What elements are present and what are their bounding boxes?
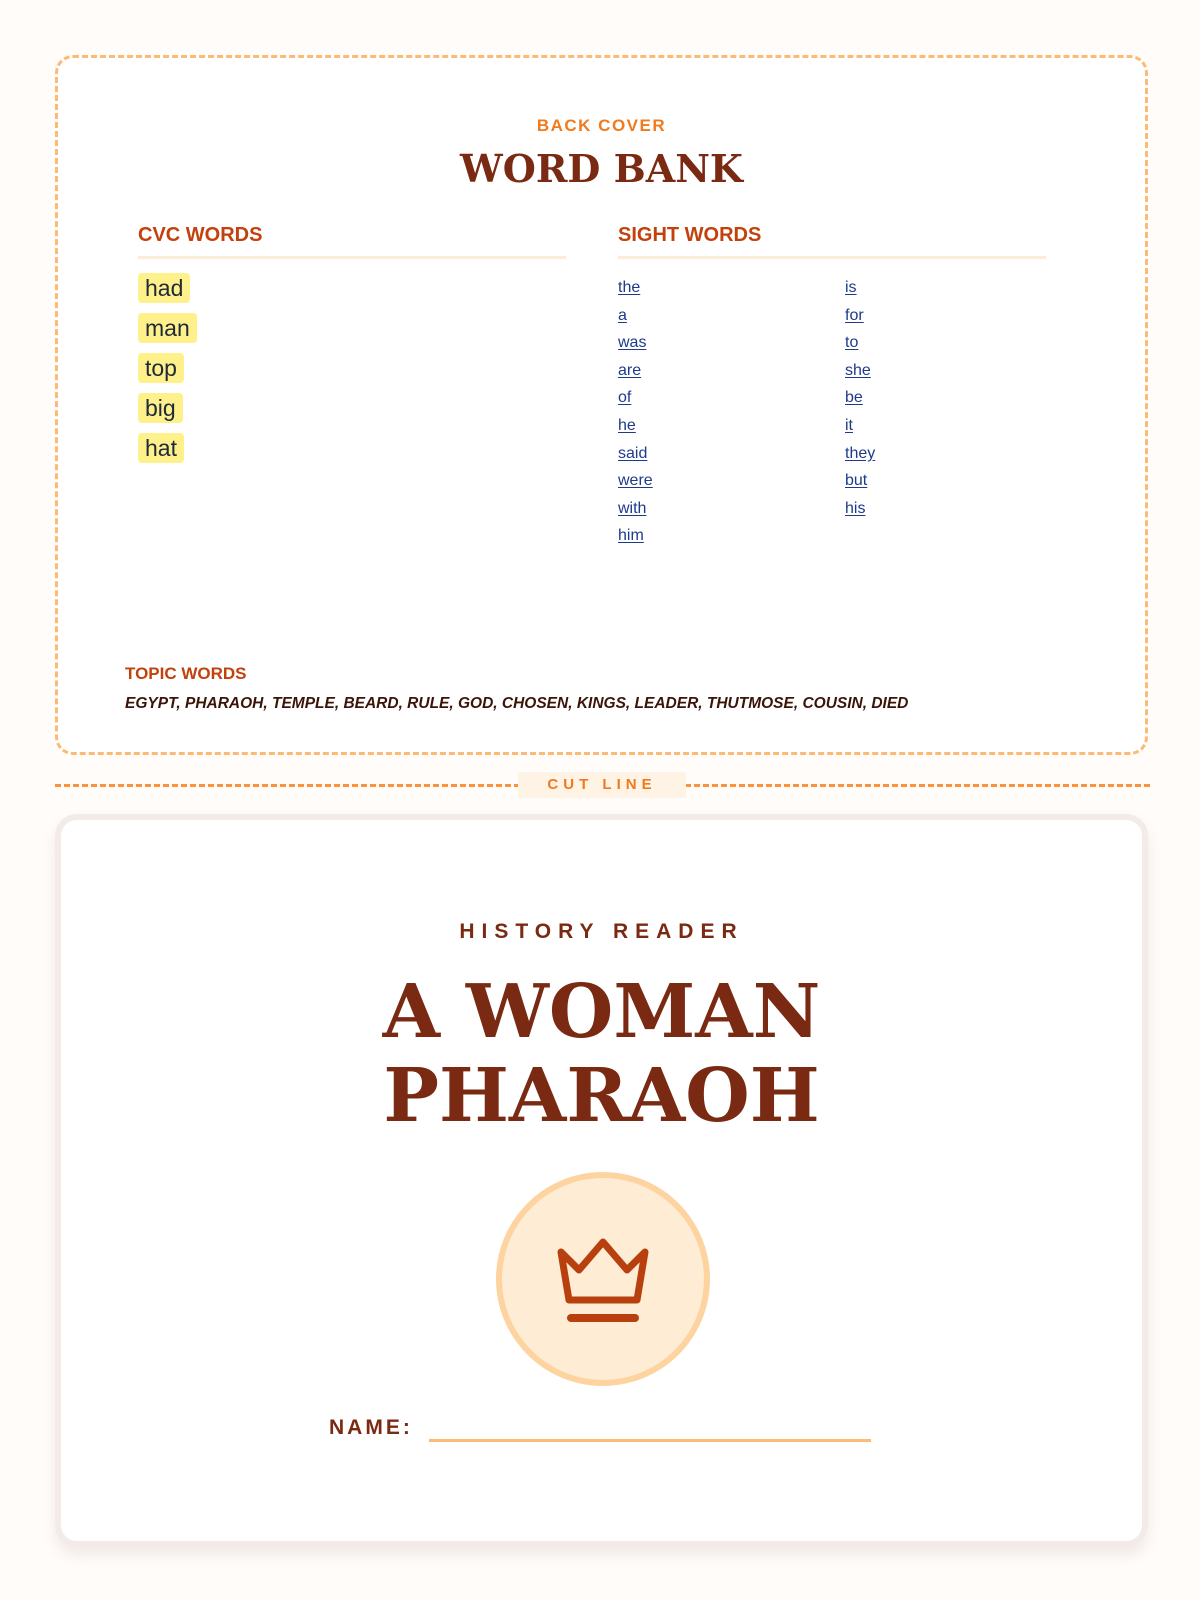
back-cover-eyebrow: BACK COVER <box>536 116 667 135</box>
sight-word-link[interactable]: said <box>618 444 648 462</box>
sight-word-link[interactable]: he <box>618 416 636 434</box>
sight-word-link[interactable]: of <box>618 389 632 407</box>
topic-words-list: EGYPT, PHARAOH, TEMPLE, BEARD, RULE, GOD, CHOSEN, KINGS, LEADER, THUTMOSE, COUSIN, DIED <box>125 695 909 712</box>
cvc-word-chip: top <box>138 353 184 383</box>
sight-heading-divider <box>618 256 1046 259</box>
cvc-words-heading: CVC WORDS <box>138 224 263 246</box>
cvc-word-chip: man <box>138 313 197 343</box>
sight-word-link[interactable]: to <box>845 334 859 352</box>
sight-word-link[interactable]: for <box>845 306 864 324</box>
sight-word-link[interactable]: she <box>845 361 871 379</box>
sight-word-link[interactable]: are <box>618 361 642 379</box>
sight-word-link[interactable]: it <box>845 416 853 434</box>
sight-words-heading: SIGHT WORDS <box>618 224 762 246</box>
cvc-word-chip: had <box>138 273 190 303</box>
name-write-line[interactable] <box>429 1439 871 1442</box>
sight-word-link[interactable]: be <box>845 389 863 407</box>
crown-icon <box>553 1230 653 1330</box>
topic-words-heading: TOPIC WORDS <box>125 664 247 683</box>
sight-word-link[interactable]: him <box>618 527 644 545</box>
sight-word-link[interactable]: the <box>618 279 641 296</box>
book-title-line-1: A WOMAN <box>382 969 821 1055</box>
sight-word-link[interactable]: is <box>845 279 857 296</box>
sight-word-link[interactable]: was <box>618 334 647 352</box>
sight-word-link[interactable]: with <box>618 499 647 517</box>
book-title <box>61 970 1142 1138</box>
sight-word-link[interactable]: a <box>618 306 627 324</box>
sight-words-column-2 <box>845 274 875 522</box>
back-cover-card <box>55 55 1148 755</box>
front-cover-eyebrow: HISTORY READER <box>459 920 744 943</box>
word-bank-title: WORD BANK <box>460 146 743 191</box>
name-label: NAME: <box>329 1416 413 1439</box>
sight-word-link[interactable]: were <box>618 472 653 490</box>
cut-line-label: CUT LINE <box>518 772 686 798</box>
cvc-word-chip: hat <box>138 433 184 463</box>
sight-word-link[interactable]: his <box>845 499 866 517</box>
sight-word-link[interactable]: but <box>845 472 868 490</box>
cvc-heading-divider <box>138 256 566 259</box>
front-cover-card <box>55 814 1148 1547</box>
cvc-word-list <box>138 273 197 473</box>
cover-illustration-circle <box>496 1172 710 1386</box>
sight-word-link[interactable]: they <box>845 444 876 462</box>
cvc-word-chip: big <box>138 393 183 423</box>
sight-words-column-1 <box>618 274 653 550</box>
book-title-line-2: PHARAOH <box>383 1053 820 1139</box>
